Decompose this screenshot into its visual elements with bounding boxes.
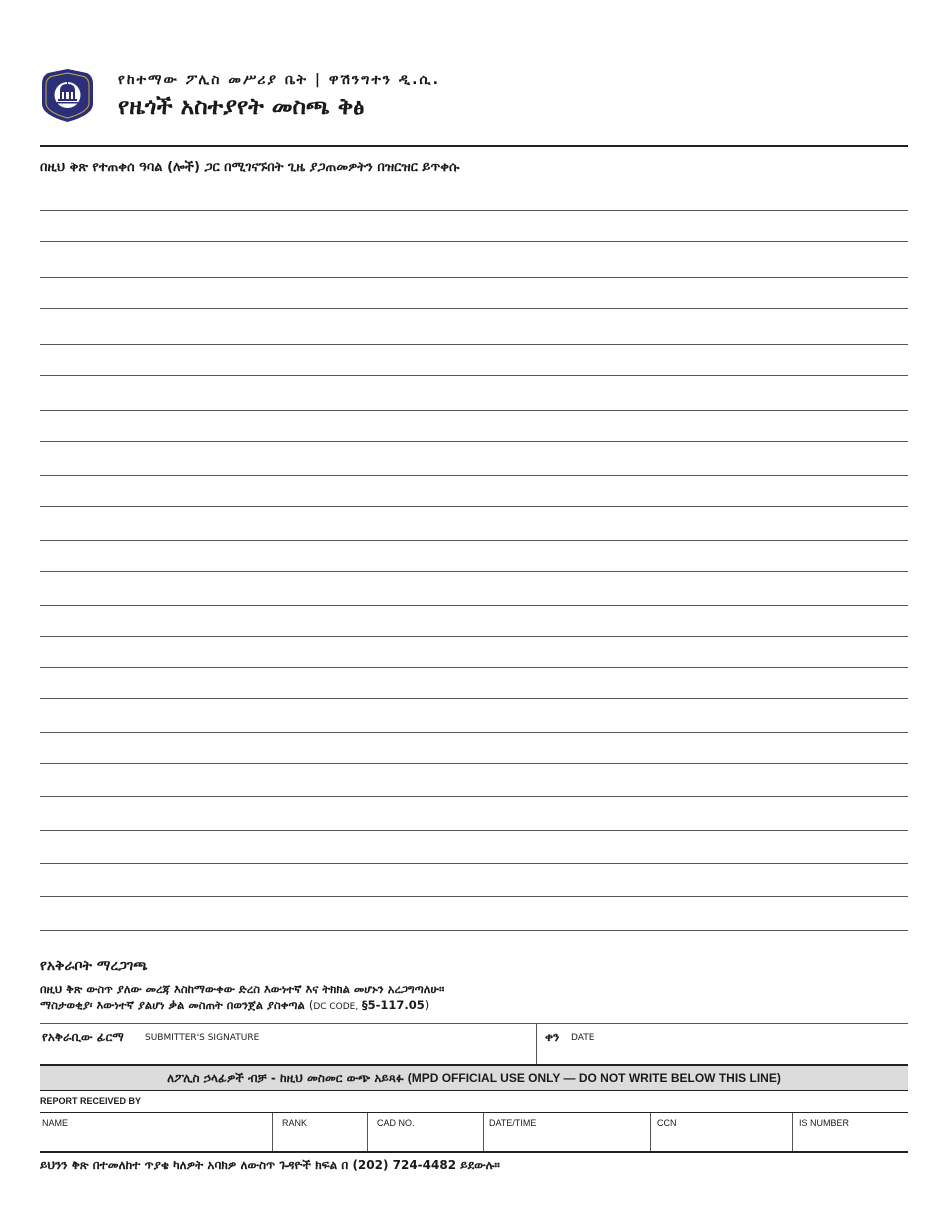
- rank-label: RANK: [282, 1118, 308, 1128]
- writing-line: [40, 830, 908, 831]
- date-label-amharic: ቀን: [545, 1030, 560, 1044]
- writing-line: [40, 308, 908, 309]
- banner-text-english: (MPD OFFICIAL USE ONLY — DO NOT WRITE BELOW THIS LINE): [407, 1071, 781, 1085]
- name-field[interactable]: [40, 1113, 273, 1151]
- ccn-label: CCN: [657, 1118, 677, 1128]
- writing-line: [40, 605, 908, 606]
- dc-code-reference: (DC CODE, §5-117.05): [308, 998, 430, 1012]
- writing-line: [40, 241, 908, 242]
- is-number-label: IS NUMBER: [799, 1118, 850, 1128]
- writing-line: [40, 277, 908, 278]
- writing-line: [40, 930, 908, 931]
- name-label: NAME: [42, 1118, 69, 1128]
- instruction-text: በዚህ ቅጽ የተጠቀሰ ዓባል (ሎች) ጋር በሚገናኙበት ጊዜ ያጋጠመዎትን በዝርዝር ይጥቀሱ: [40, 160, 460, 175]
- date-time-label: DATE/TIME: [489, 1118, 537, 1128]
- header-divider: [40, 145, 908, 147]
- certification-statement: በዚህ ቅጽ ውስጥ ያለው መረጃ እስከማውቀው ድረስ እውነተኛ እና ትክክል መሆኑን አረጋግጣለሁ።: [40, 982, 445, 996]
- writing-line: [40, 667, 908, 668]
- is-number-field[interactable]: [793, 1113, 908, 1151]
- writing-line: [40, 410, 908, 411]
- signature-label-amharic: የአቅራቢው ፊርማ: [42, 1030, 124, 1044]
- mpd-seal-badge-icon: [40, 68, 95, 123]
- writing-line: [40, 796, 908, 797]
- writing-area[interactable]: [40, 195, 908, 935]
- submitter-signature-field[interactable]: [40, 1024, 537, 1064]
- official-use-table: [40, 1112, 908, 1153]
- cad-no-label: CAD NO.: [377, 1118, 415, 1128]
- writing-line: [40, 375, 908, 376]
- form-header: [40, 66, 908, 126]
- writing-line: [40, 698, 908, 699]
- cad-no-field[interactable]: [368, 1113, 484, 1151]
- writing-line: [40, 636, 908, 637]
- department-name: የከተማው ፖሊስ መሥሪያ ቤት | ዋሽንግተን ዲ.ሲ.: [118, 72, 440, 88]
- date-label-english: DATE: [571, 1033, 595, 1043]
- report-received-by-label: REPORT RECEIVED BY: [40, 1096, 142, 1106]
- contact-footer: ይህንን ቅጽ በተመለከተ ጥያቄ ካለዎት አባክዎ ለውስጥ ጉዳዮች ክፍል በ (202) 724-4482 ይደውሉ።: [40, 1158, 500, 1172]
- writing-line: [40, 475, 908, 476]
- form-title: የዜጎች አስተያየት መስጫ ቅፅ: [118, 94, 365, 120]
- date-field[interactable]: [537, 1024, 907, 1064]
- ccn-field[interactable]: [651, 1113, 793, 1151]
- notice-text: ማስታወቂያ፡ እውነተኛ ያልሆነ ቃል መስጠት በወንጀል ያስቀጣል: [40, 998, 305, 1012]
- date-time-field[interactable]: [484, 1113, 651, 1151]
- writing-line: [40, 506, 908, 507]
- writing-line: [40, 540, 908, 541]
- official-use-banner: [40, 1066, 908, 1091]
- writing-line: [40, 571, 908, 572]
- rank-field[interactable]: [273, 1113, 368, 1151]
- writing-line: [40, 210, 908, 211]
- writing-line: [40, 863, 908, 864]
- banner-text-amharic: ለፖሊስ ኃላፊዎች ብቻ - ከዚህ መስመር ውጭ አይጻፉ: [167, 1070, 404, 1085]
- certification-notice: [40, 998, 429, 1013]
- writing-line: [40, 732, 908, 733]
- writing-line: [40, 896, 908, 897]
- writing-line: [40, 441, 908, 442]
- signature-label-english: SUBMITTER'S SIGNATURE: [145, 1033, 260, 1043]
- writing-line: [40, 763, 908, 764]
- writing-line: [40, 344, 908, 345]
- certification-title: የአቅራቦት ማረጋገጫ: [40, 958, 148, 974]
- signature-row: [40, 1023, 908, 1066]
